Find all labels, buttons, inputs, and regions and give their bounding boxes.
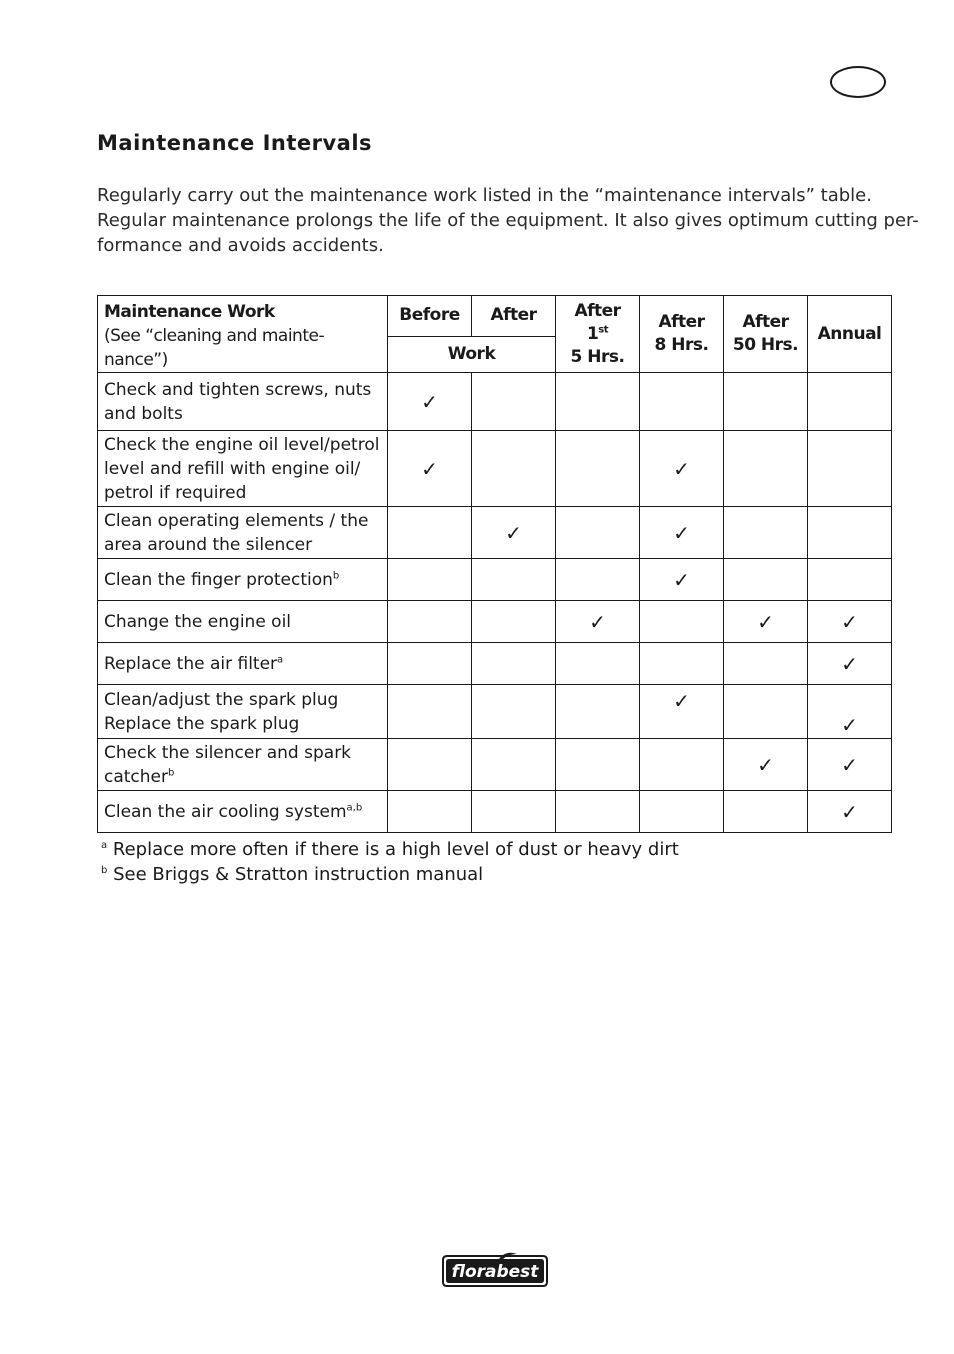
check-mark-icon: ✓ <box>673 520 690 545</box>
header-after-first-5-hrs <box>556 296 640 373</box>
check-cell <box>808 685 892 739</box>
check-cell <box>724 643 808 685</box>
florabest-logo <box>439 1252 551 1288</box>
check-mark-icon: ✓ <box>673 456 690 481</box>
header-text: After <box>742 312 789 332</box>
check-mark-icon: ✓ <box>505 520 522 545</box>
intro-line: Regular maintenance prolongs the life of the equipment. It also gives optimum cutting per- <box>97 210 919 231</box>
check-cell <box>556 431 640 507</box>
task-cell <box>98 559 388 601</box>
task-cell <box>98 739 388 791</box>
check-cell <box>640 791 724 833</box>
check-cell <box>640 373 724 431</box>
task-text: petrol if required <box>104 482 247 503</box>
language-badge-oval <box>830 66 886 98</box>
table-row <box>98 601 892 643</box>
check-cell <box>388 373 472 431</box>
header-text: 8 Hrs. <box>654 335 709 355</box>
task-text: Check and tighten screws, nuts <box>104 379 372 400</box>
check-cell <box>640 559 724 601</box>
check-cell <box>556 601 640 643</box>
check-cell <box>808 431 892 507</box>
check-cell <box>472 559 556 601</box>
header-annual: Annual <box>808 296 892 373</box>
table-row <box>98 791 892 833</box>
footnote-a <box>101 837 679 862</box>
task-cell <box>98 601 388 643</box>
header-text: 5 Hrs. <box>570 346 625 367</box>
task-text: and bolts <box>104 403 183 424</box>
table-row <box>98 685 892 739</box>
check-mark-icon: ✓ <box>673 688 690 713</box>
task-footnote-ref: b <box>168 766 175 778</box>
check-cell <box>388 791 472 833</box>
check-cell <box>724 739 808 791</box>
header-task-sub: nance”) <box>104 350 168 370</box>
intro-line: formance and avoids accidents. <box>97 235 384 256</box>
check-cell <box>472 791 556 833</box>
check-cell <box>472 431 556 507</box>
table-row <box>98 559 892 601</box>
check-cell <box>724 507 808 559</box>
task-text: Change the engine oil <box>104 611 292 632</box>
check-mark-icon: ✓ <box>673 567 690 592</box>
check-cell <box>556 791 640 833</box>
header-task-sub: (See “cleaning and mainte- <box>104 326 325 346</box>
intro-paragraph <box>97 183 919 258</box>
check-cell <box>808 601 892 643</box>
check-cell <box>556 739 640 791</box>
check-cell <box>556 643 640 685</box>
table-row <box>98 643 892 685</box>
header-after: After <box>472 296 556 337</box>
task-text: level and refill with engine oil/ <box>104 458 361 479</box>
task-text: Check the engine oil level/petrol <box>104 434 380 455</box>
check-cell <box>724 559 808 601</box>
check-cell <box>388 739 472 791</box>
check-cell <box>556 373 640 431</box>
task-text: Replace the air filter <box>104 653 278 674</box>
header-maintenance-work <box>98 296 388 373</box>
footnote-text: See Briggs & Stratton instruction manual <box>113 864 484 885</box>
check-cell <box>472 685 556 739</box>
check-cell <box>556 685 640 739</box>
check-mark-icon: ✓ <box>841 609 858 634</box>
header-after-8-hrs <box>640 296 724 373</box>
check-cell <box>808 559 892 601</box>
task-text: Replace the spark plug <box>104 713 300 734</box>
check-cell <box>388 431 472 507</box>
task-text: catcher <box>104 766 168 787</box>
table-row <box>98 507 892 559</box>
task-text: area around the silencer <box>104 534 313 555</box>
check-cell <box>388 559 472 601</box>
check-cell <box>808 507 892 559</box>
check-cell <box>724 791 808 833</box>
table-body <box>98 373 892 833</box>
footnotes <box>101 837 679 887</box>
check-mark-icon: ✓ <box>589 609 606 634</box>
table-row <box>98 739 892 791</box>
task-text: Clean the finger protection <box>104 569 333 590</box>
check-mark-icon: ✓ <box>841 799 858 824</box>
check-mark-icon: ✓ <box>841 752 858 777</box>
footnote-mark: b <box>101 865 108 876</box>
task-footnote-ref: a,b <box>346 801 363 813</box>
check-cell <box>640 685 724 739</box>
check-cell <box>472 643 556 685</box>
check-mark-icon: ✓ <box>757 752 774 777</box>
task-cell <box>98 373 388 431</box>
header-task-title: Maintenance Work <box>104 302 275 322</box>
maintenance-intervals-table <box>97 295 892 833</box>
check-cell <box>640 431 724 507</box>
table-row <box>98 373 892 431</box>
header-after-50-hrs <box>724 296 808 373</box>
header-sup: st <box>598 323 609 335</box>
check-mark-icon: ✓ <box>757 609 774 634</box>
check-cell <box>724 685 808 739</box>
empty-slot <box>846 689 852 713</box>
footnote-b <box>101 862 679 887</box>
task-cell <box>98 507 388 559</box>
check-cell <box>808 791 892 833</box>
check-cell <box>640 643 724 685</box>
check-cell <box>472 739 556 791</box>
check-cell <box>640 507 724 559</box>
check-cell <box>724 373 808 431</box>
check-cell <box>640 601 724 643</box>
check-mark-icon: ✓ <box>841 712 858 737</box>
task-footnote-ref: b <box>332 569 340 581</box>
footnote-text: Replace more often if there is a high level of dust or heavy dirt <box>112 839 679 860</box>
table-row <box>98 431 892 507</box>
header-work: Work <box>388 336 556 372</box>
check-cell <box>556 559 640 601</box>
task-text: Clean operating elements / the <box>104 510 369 531</box>
task-text: Check the silencer and spark <box>104 742 352 763</box>
task-cell <box>98 643 388 685</box>
check-cell <box>472 507 556 559</box>
check-cell <box>388 643 472 685</box>
check-cell <box>808 739 892 791</box>
header-text: After 1 <box>574 300 621 344</box>
check-cell <box>724 601 808 643</box>
intro-line: Regularly carry out the maintenance work listed in the “maintenance intervals” table. <box>97 185 872 206</box>
task-text: Clean the air cooling system <box>104 801 347 822</box>
page-title: Maintenance Intervals <box>97 131 373 155</box>
check-cell <box>724 431 808 507</box>
check-cell <box>388 685 472 739</box>
footnote-mark: a <box>101 840 108 851</box>
header-text: After <box>658 312 705 332</box>
check-cell <box>808 373 892 431</box>
check-cell <box>556 507 640 559</box>
task-cell <box>98 685 388 739</box>
check-cell <box>472 373 556 431</box>
header-before: Before <box>388 296 472 337</box>
task-text: Clean/adjust the spark plug <box>104 689 339 710</box>
empty-slot <box>678 713 684 737</box>
check-cell <box>640 739 724 791</box>
task-cell <box>98 791 388 833</box>
check-cell <box>472 601 556 643</box>
task-footnote-ref: a <box>277 653 284 665</box>
check-cell <box>388 507 472 559</box>
task-cell <box>98 431 388 507</box>
check-mark-icon: ✓ <box>421 456 438 481</box>
header-text: 50 Hrs. <box>732 335 799 355</box>
logo-text: florabest <box>451 1262 539 1282</box>
check-mark-icon: ✓ <box>841 651 858 676</box>
check-cell <box>388 601 472 643</box>
check-cell <box>808 643 892 685</box>
check-mark-icon: ✓ <box>421 389 438 414</box>
